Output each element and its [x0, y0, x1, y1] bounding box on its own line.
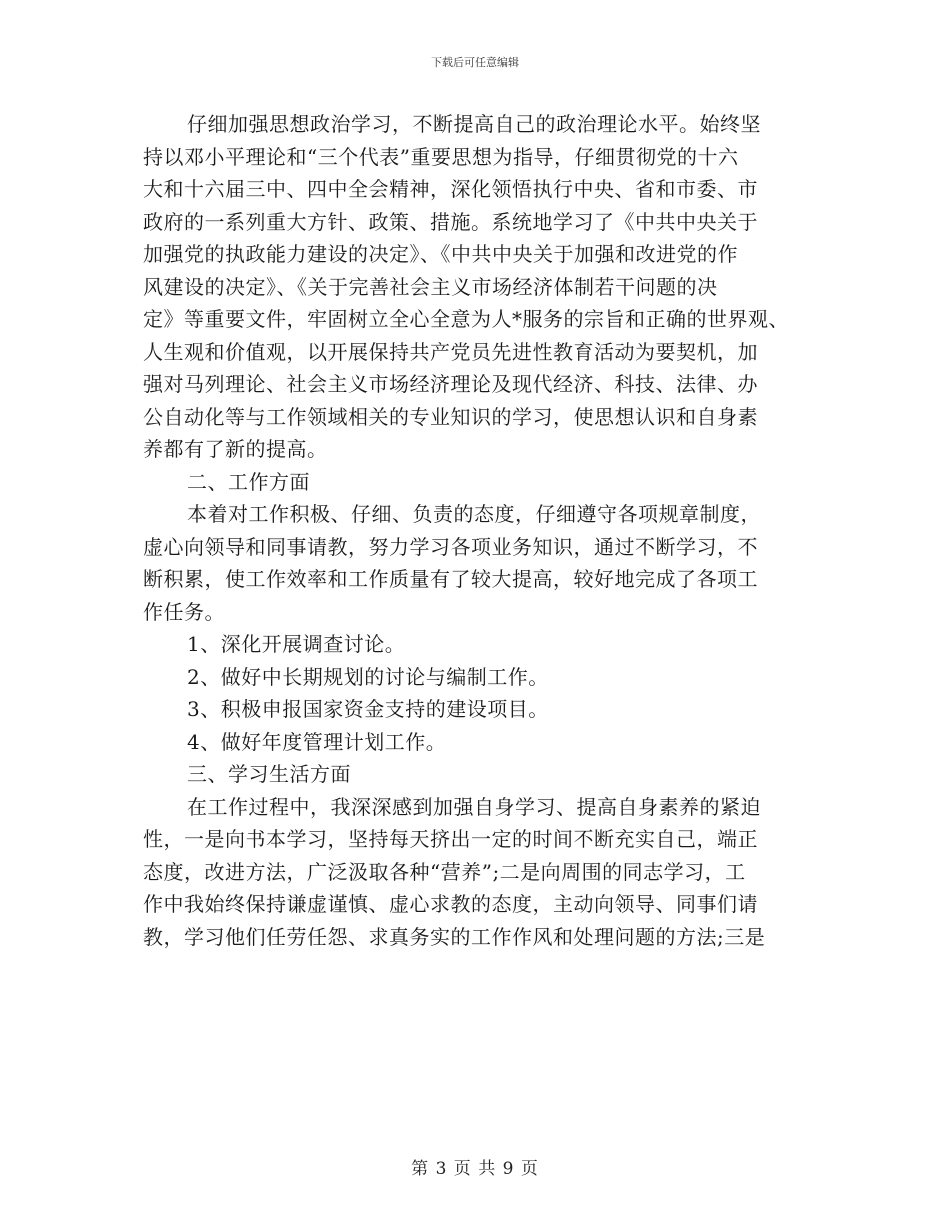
text-line: 加强党的执政能力建设的决定》、《中共中央关于加强和改进党的作 [143, 242, 738, 266]
section-heading: 二、工作方面 [187, 469, 310, 494]
text-line: 人生观和价值观，以开展保持共产党员先进性教育活动为要契机，加 [143, 339, 758, 364]
text-line: 政府的一系列重大方针、政策、措施。系统地学习了《中共中央关于 [143, 209, 758, 234]
list-item: 3、积极申报国家资金支持的建设项目。 [187, 697, 549, 721]
text-line: 强对马列理论、社会主义市场经济理论及现代经济、科技、法律、办 [143, 372, 758, 396]
text-line: 本着对工作积极、仔细、负责的态度，仔细遵守各项规章制度， [187, 502, 761, 526]
document-body [143, 108, 813, 953]
list-item: 1、深化开展调查讨论。 [187, 632, 406, 656]
text-line: 风建设的决定》、《关于完善社会主义市场经济体制若干问题的决 [143, 274, 718, 299]
list-item: 4、做好年度管理计划工作。 [187, 729, 447, 754]
text-line: 作任务。 [143, 599, 225, 624]
text-line: 公自动化等与工作领域相关的专业知识的学习，使思想认识和自身素 [143, 404, 758, 429]
text-line: 教，学习他们任劳任怨、求真务实的工作作风和处理问题的方法;三是 [143, 924, 766, 949]
header-note: 下载后可任意编辑 [431, 56, 519, 69]
text-line: 断积累，使工作效率和工作质量有了较大提高，较好地完成了各项工 [143, 567, 758, 591]
text-line: 大和十六届三中、四中全会精神，深化领悟执行中央、省和市委、市 [143, 177, 758, 201]
text-line: 态度，改进方法，广泛汲取各种“营养”;二是向周围的同志学习，工 [143, 859, 746, 884]
text-line: 定》等重要文件，牢固树立全心全意为人*服务的宗旨和正确的世界观、 [143, 307, 789, 331]
list-item: 2、做好中长期规划的讨论与编制工作。 [187, 664, 549, 689]
section-heading: 三、学习生活方面 [187, 762, 351, 786]
page-number-footer: 第 3 页 共 9 页 [411, 1159, 539, 1179]
text-line: 仔细加强思想政治学习，不断提高自己的政治理论水平。始终坚 [187, 112, 761, 136]
text-line: 虚心向领导和同事请教，努力学习各项业务知识，通过不断学习，不 [143, 534, 758, 559]
text-line: 作中我始终保持谦虚谨慎、虚心求教的态度，主动向领导、同事们请 [143, 892, 758, 916]
text-line: 性，一是向书本学习，坚持每天挤出一定的时间不断充实自己，端正 [143, 827, 758, 851]
text-line: 在工作过程中，我深深感到加强自身学习、提高自身素养的紧迫 [187, 794, 761, 819]
text-line: 养都有了新的提高。 [143, 437, 328, 461]
text-line: 持以邓小平理论和“三个代表”重要思想为指导，仔细贯彻党的十六 [143, 144, 739, 169]
